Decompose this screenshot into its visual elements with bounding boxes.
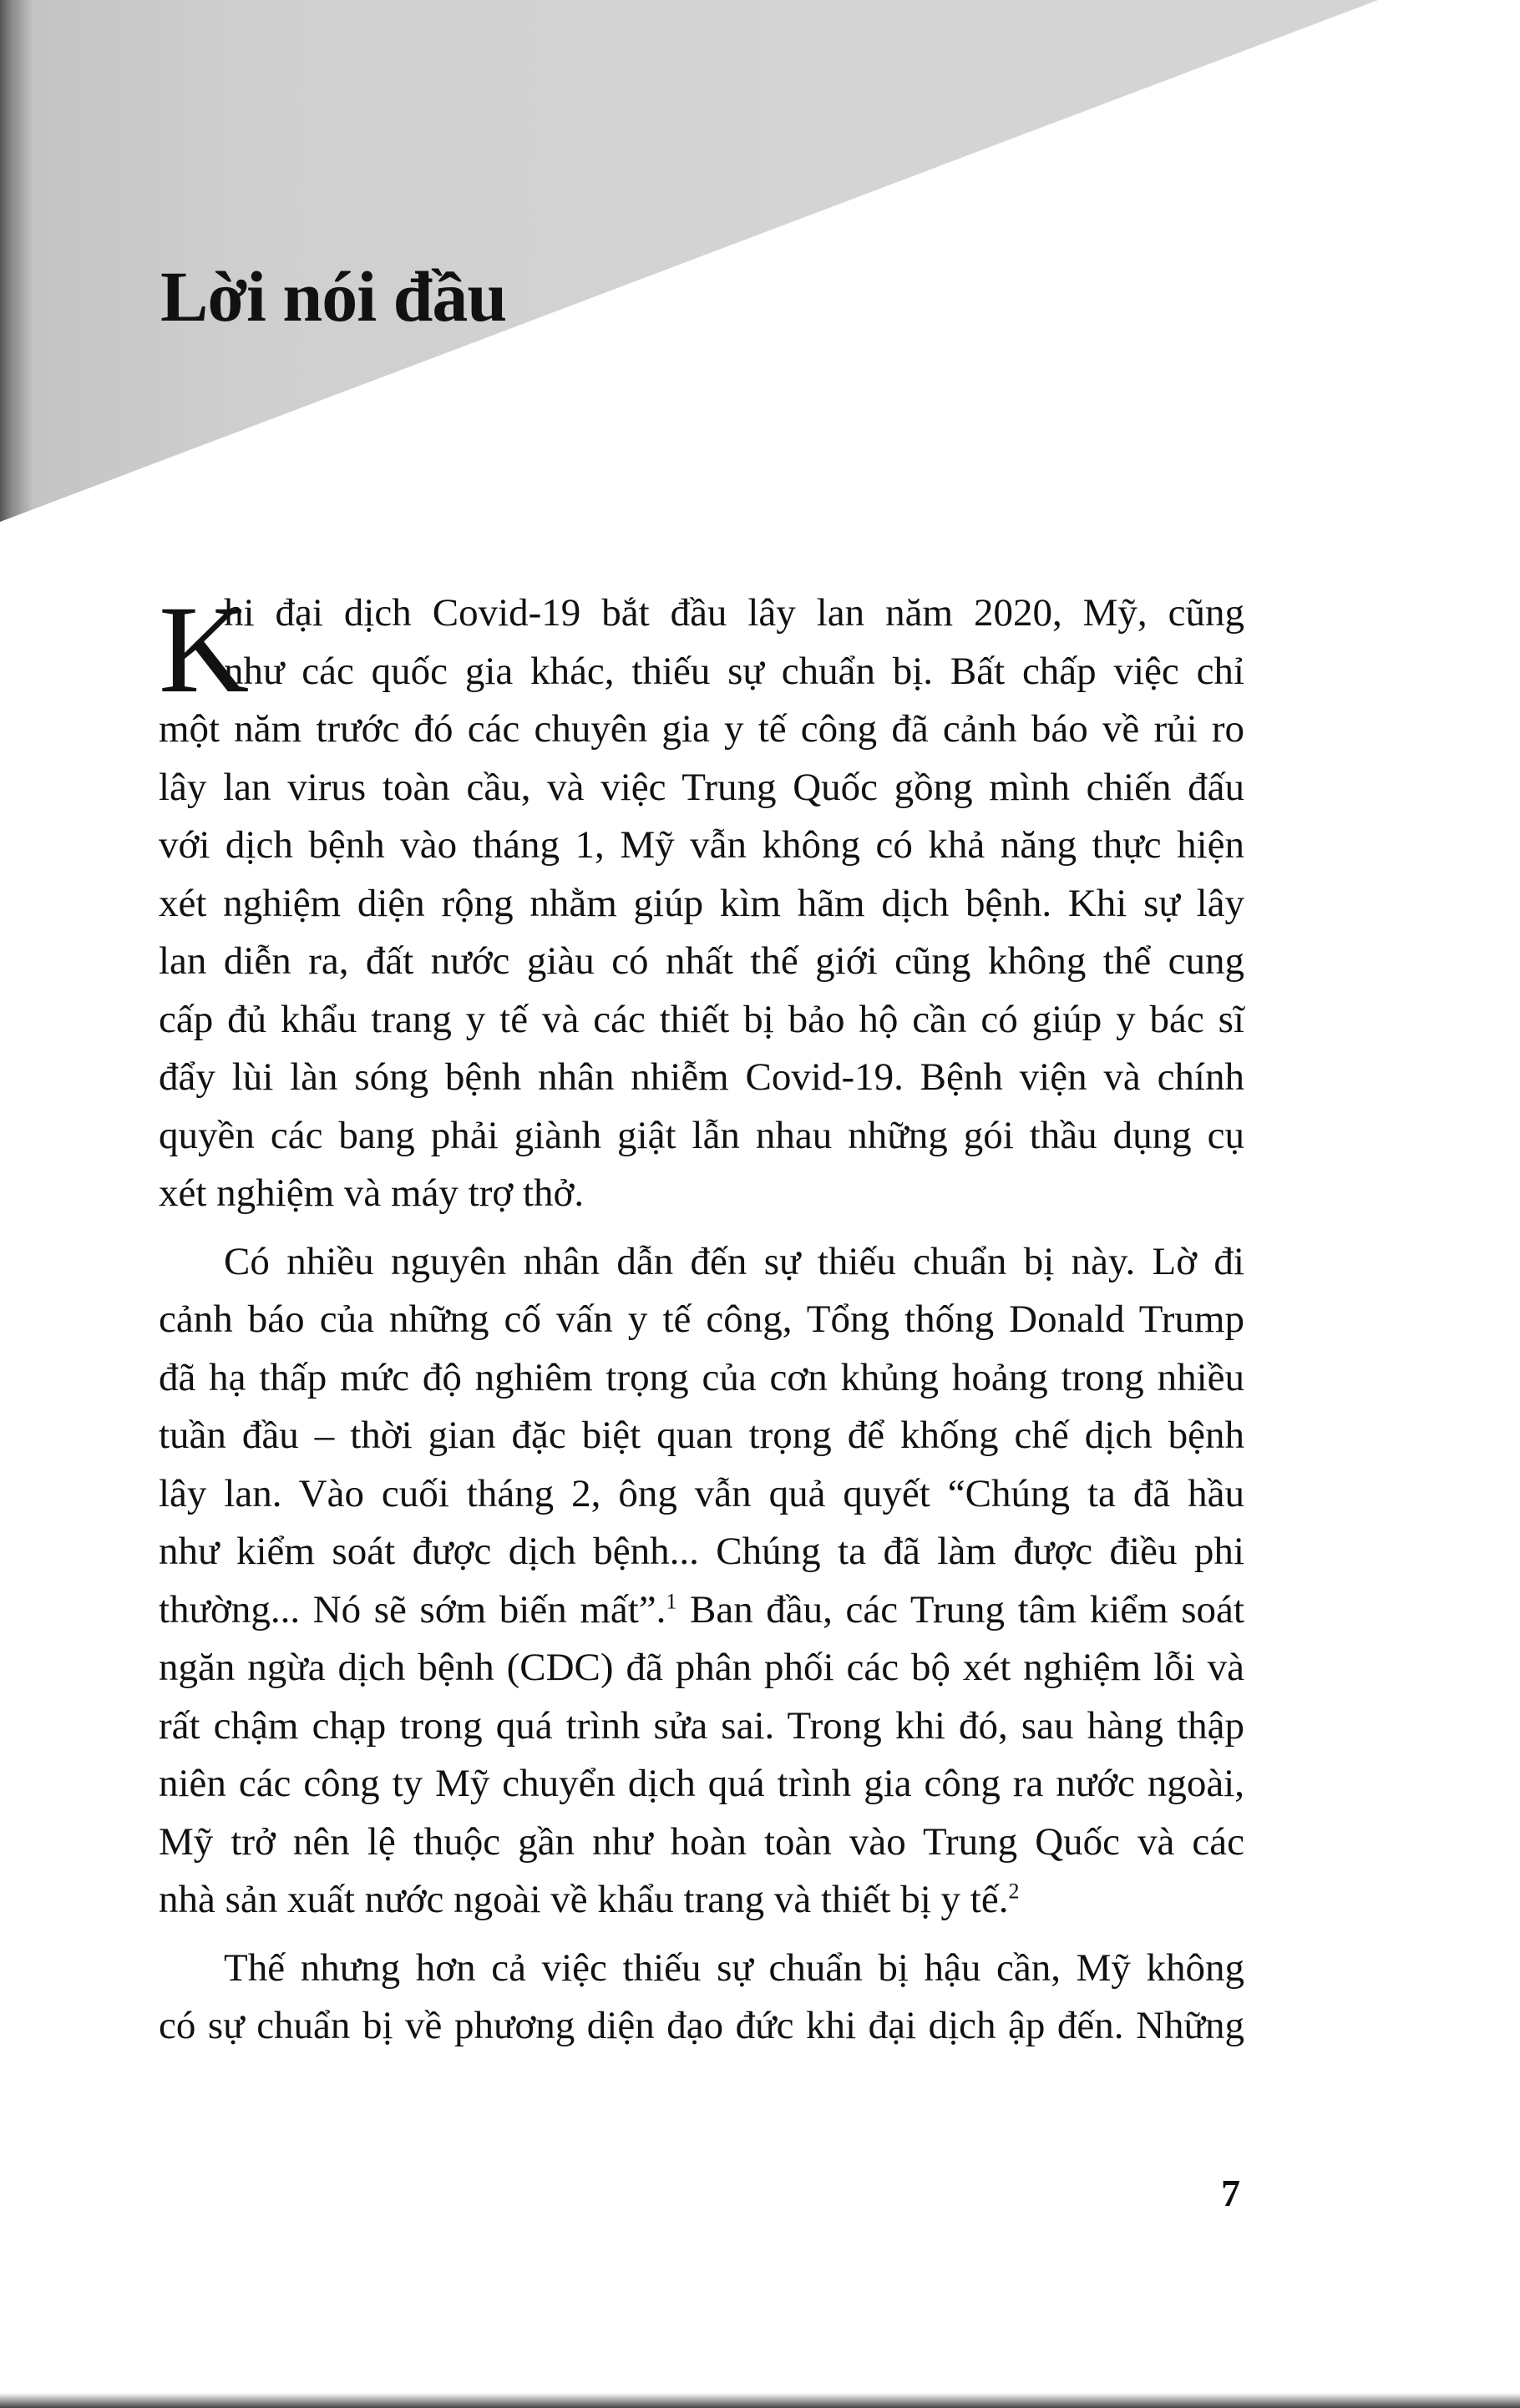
text-line [159, 1581, 1244, 1640]
paragraph-3 [159, 1940, 1244, 2056]
text-line: một năm trước đó các chuyên gia y tế công đã cảnh báo về rủi ro [159, 707, 1244, 751]
text-line: lan diễn ra, đất nước giàu có nhất thế giới cũng không thể cung [159, 939, 1244, 983]
text-line: hi đại dịch Covid-19 bắt đầu lây lan năm 2020, Mỹ, cũng [224, 591, 1244, 635]
chapter-title: Lời nói đầu [160, 256, 507, 336]
text-line: cảnh báo của những cố vấn y tế công, Tổng thống Donald Trump [159, 1298, 1244, 1341]
text-line: rất chậm chạp trong quá trình sửa sai. Trong khi đó, sau hàng thập [159, 1703, 1244, 1748]
text-line: tuần đầu – thời gian đặc biệt quan trọng để khống chế dịch bệnh [159, 1414, 1244, 1457]
text-line: xét nghiệm và máy trợ thở. [159, 1171, 585, 1215]
text-line: có sự chuẩn bị về phương diện đạo đức khi đại dịch ập đến. Những [159, 2004, 1244, 2047]
text-line: niên các công ty Mỹ chuyển dịch quá trình gia công ra nước ngoài, [159, 1762, 1244, 1805]
text-line: xét nghiệm diện rộng nhằm giúp kìm hãm dịch bệnh. Khi sự lây [159, 881, 1244, 925]
scan-edge [0, 2393, 1520, 2408]
text-line: như các quốc gia khác, thiếu sự chuẩn bị. Bất chấp việc chỉ [224, 649, 1244, 693]
text-line: Có nhiều nguyên nhân dẫn đến sự thiếu chuẩn bị này. Lờ đi [224, 1239, 1244, 1283]
text-line: cấp đủ khẩu trang y tế và các thiết bị bảo hộ cần có giúp y bác sĩ [159, 997, 1244, 1041]
paragraph-2 [159, 1233, 1244, 1930]
page-number: 7 [1221, 2172, 1240, 2214]
text-line: Thế nhưng hơn cả việc thiếu sự chuẩn bị hậu cần, Mỹ không [224, 1945, 1244, 1990]
text-line: với dịch bệnh vào tháng 1, Mỹ vẫn không có khả năng thực hiện [159, 823, 1244, 867]
text-line: quyền các bang phải giành giật lẫn nhau những gói thầu dụng cụ [159, 1113, 1244, 1157]
text-line [159, 1871, 1244, 1930]
text-line: đã hạ thấp mức độ nghiêm trọng của cơn khủng hoảng trong nhiều [159, 1355, 1244, 1399]
text-span: nhà sản xuất nước ngoài về khẩu trang và thiết bị y tế. [159, 1878, 1009, 1921]
text-line: lây lan virus toàn cầu, và việc Trung Quốc gồng mình chiến đấu [159, 765, 1244, 809]
footnote-ref: 1 [666, 1588, 677, 1613]
body-text [159, 580, 1244, 2066]
text-line: ngăn ngừa dịch bệnh (CDC) đã phân phối các bộ xét nghiệm lỗi và [159, 1646, 1244, 1689]
text-line: như kiểm soát được dịch bệnh... Chúng ta đã làm được điều phi [159, 1530, 1244, 1573]
text-line: đẩy lùi làn sóng bệnh nhân nhiễm Covid-19. Bệnh viện và chính [159, 1055, 1244, 1099]
drop-cap: K [159, 580, 250, 719]
footnote-ref: 2 [1008, 1879, 1020, 1904]
text-line: Mỹ trở nên lệ thuộc gần như hoàn toàn vào Trung Quốc và các [159, 1819, 1244, 1864]
text-line: lây lan. Vào cuối tháng 2, ông vẫn quả quyết “Chúng ta đã hầu [159, 1471, 1244, 1515]
paragraph-1 [159, 580, 1244, 1223]
text-span: Ban đầu, các Trung tâm kiểm soát [676, 1587, 1244, 1631]
text-span: thường... Nó sẽ sớm biến mất”. [159, 1587, 666, 1631]
